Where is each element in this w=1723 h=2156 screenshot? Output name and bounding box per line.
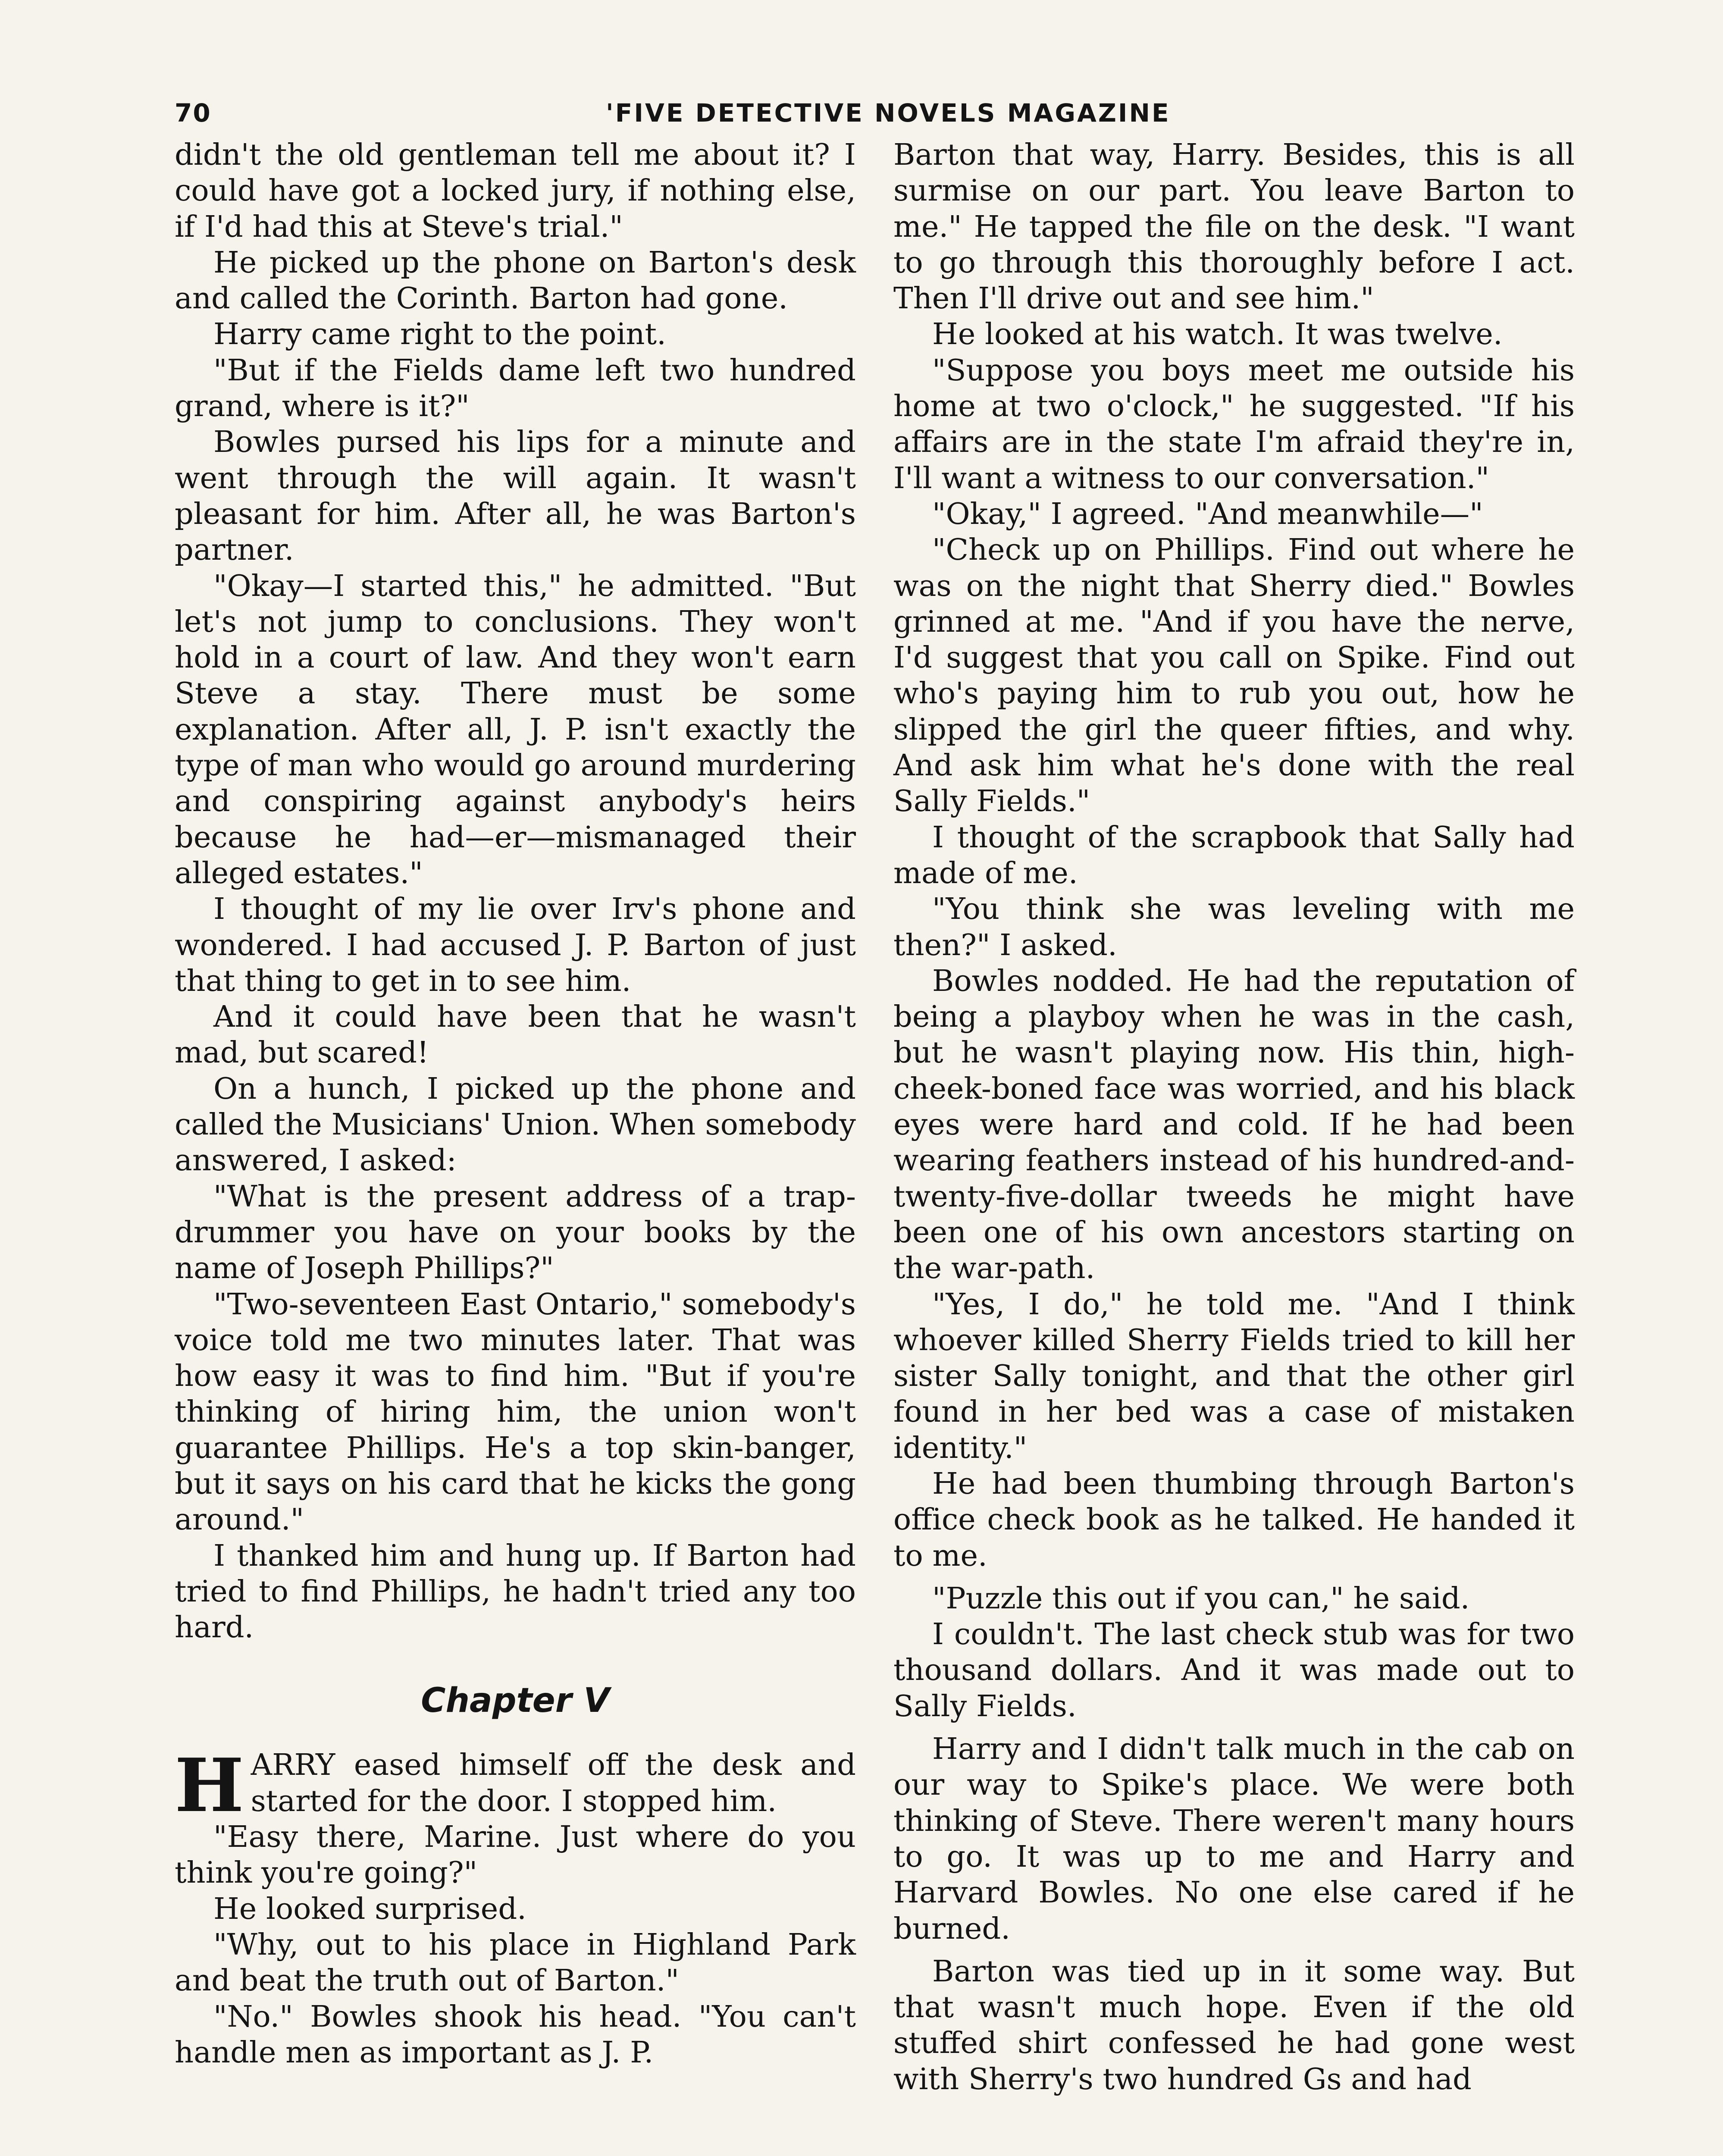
paragraph: "Easy there, Marine. Just where do you think you're going?" <box>175 1820 856 1890</box>
drop-cap-letter: H <box>175 1742 244 1829</box>
paragraph: He looked surprised. <box>213 1891 526 1926</box>
paragraph: He picked up the phone on Barton's desk and called the Corinth. Barton had gone. <box>175 245 856 316</box>
paragraph: Barton was tied up in it some way. But that wasn't much hope. Even if the old stuffed shirt confessed he had gone west with Sherry's two hundred Gs and had <box>893 1954 1575 2096</box>
paragraph: He had been thumbing through Barton's office check book as he talked. He handed it to me. <box>893 1466 1575 1573</box>
paragraph: "What is the present address of a trap-drummer you have on your books by the name of Joseph Phillips?" <box>175 1179 856 1286</box>
paragraph: I couldn't. The last check stub was for two thousand dollars. And it was made out to Sally Fields. <box>893 1617 1575 1724</box>
paragraph: "You think she was leveling with me then?" I asked. <box>893 892 1575 962</box>
paragraph: I thought of the scrapbook that Sally had made of me. <box>893 820 1575 890</box>
drop-cap-paragraph-text: ARRY eased himself off the desk and started for the door. I stopped him. <box>251 1748 856 1818</box>
paragraph: "Yes, I do," he told me. "And I think whoever killed Sherry Fields tried to kill her sister Sally tonight, and that the other girl found in her bed was a case of mistaken identity." <box>893 1287 1575 1465</box>
paragraph: "Okay—I started this," he admitted. "But let's not jump to conclusions. They won't hold in a court of law. And they won't earn Steve a stay. There must be some explanation. After all, J. P. isn't exactly the type of man who would go around murdering and conspiring against anybody's heirs because he had—er—mismanaged their alleged estates." <box>175 568 856 890</box>
paragraph: "Two-seventeen East Ontario," somebody's voice told me two minutes later. That was how easy it was to find him. "But if you're thinking of hiring him, the union won't guarantee Phillips. He's a top skin-banger, but it says on his card that he kicks the gong around." <box>175 1287 856 1537</box>
paragraph: Barton that way, Harry. Besides, this is all surmise on our part. You leave Barton to me." He tapped the file on the desk. "I want to go through this thoroughly before I act. Then I'll drive out and see him." <box>893 138 1575 316</box>
paragraph: didn't the old gentleman tell me about it? I could have got a locked jury, if nothing else, if I'd had this at Steve's trial." <box>175 138 856 244</box>
paragraph: "Check up on Phillips. Find out where he was on the night that Sherry died." Bowles grinned at me. "And if you have the nerve, I'd suggest that you call on Spike. Find out who's paying him to rub you out, how he slipped the girl the queer fifties, and why. And ask him what he's done with the real Sally Fields." <box>893 533 1575 819</box>
paragraph: "No." Bowles shook his head. "You can't handle men as important as J. P. <box>175 1999 856 2070</box>
paragraph: Bowles nodded. He had the reputation of being a playboy when he was in the cash, but he wasn't playing now. His thin, high-cheek-boned face was worried, and his black eyes were hard and cold. If he had been wearing feathers instead of his hundred-and-twenty-five-dollar tweeds he might have been one of his own ancestors starting on the war-path. <box>893 963 1575 1286</box>
drop-cap-paragraph <box>175 1742 856 1829</box>
paragraph: "Why, out to his place in Highland Park and beat the truth out of Barton." <box>175 1927 856 1998</box>
right-column <box>893 137 1575 2097</box>
paragraph: "Okay," I agreed. "And meanwhile—" <box>932 496 1483 531</box>
running-head: 'FIVE DETECTIVE NOVELS MAGAZINE <box>606 98 1171 128</box>
paragraph: I thanked him and hung up. If Barton had tried to find Phillips, he hadn't tried any too hard. <box>175 1538 856 1645</box>
chapter-heading: Chapter V <box>421 1681 610 1720</box>
paragraph: "Suppose you boys meet me outside his home at two o'clock," he suggested. "If his affairs are in the state I'm afraid they're in, I'll want a witness to our conversation." <box>893 353 1575 495</box>
page-number: 70 <box>175 98 211 128</box>
paragraph: He looked at his watch. It was twelve. <box>932 317 1503 352</box>
paragraph: "Puzzle this out if you can," he said. <box>932 1581 1470 1616</box>
paragraph: And it could have been that he wasn't mad, but scared! <box>175 1000 856 1070</box>
paragraph: Harry came right to the point. <box>213 317 666 352</box>
paragraph: "But if the Fields dame left two hundred grand, where is it?" <box>175 353 856 424</box>
paragraph: I thought of my lie over Irv's phone and wondered. I had accused J. P. Barton of just that thing to get in to see him. <box>175 892 856 998</box>
paragraph: Harry and I didn't talk much in the cab on our way to Spike's place. We were both thinking of Steve. There weren't many hours to go. It was up to me and Harry and Harvard Bowles. No one else cared if he burned. <box>893 1732 1575 1946</box>
paragraph: Bowles pursed his lips for a minute and went through the will again. It wasn't pleasant for him. After all, he was Barton's partner. <box>175 425 856 567</box>
left-column <box>175 137 856 2071</box>
paragraph: On a hunch, I picked up the phone and called the Musicians' Union. When somebody answered, I asked: <box>175 1071 856 1178</box>
page-header <box>175 98 1585 128</box>
